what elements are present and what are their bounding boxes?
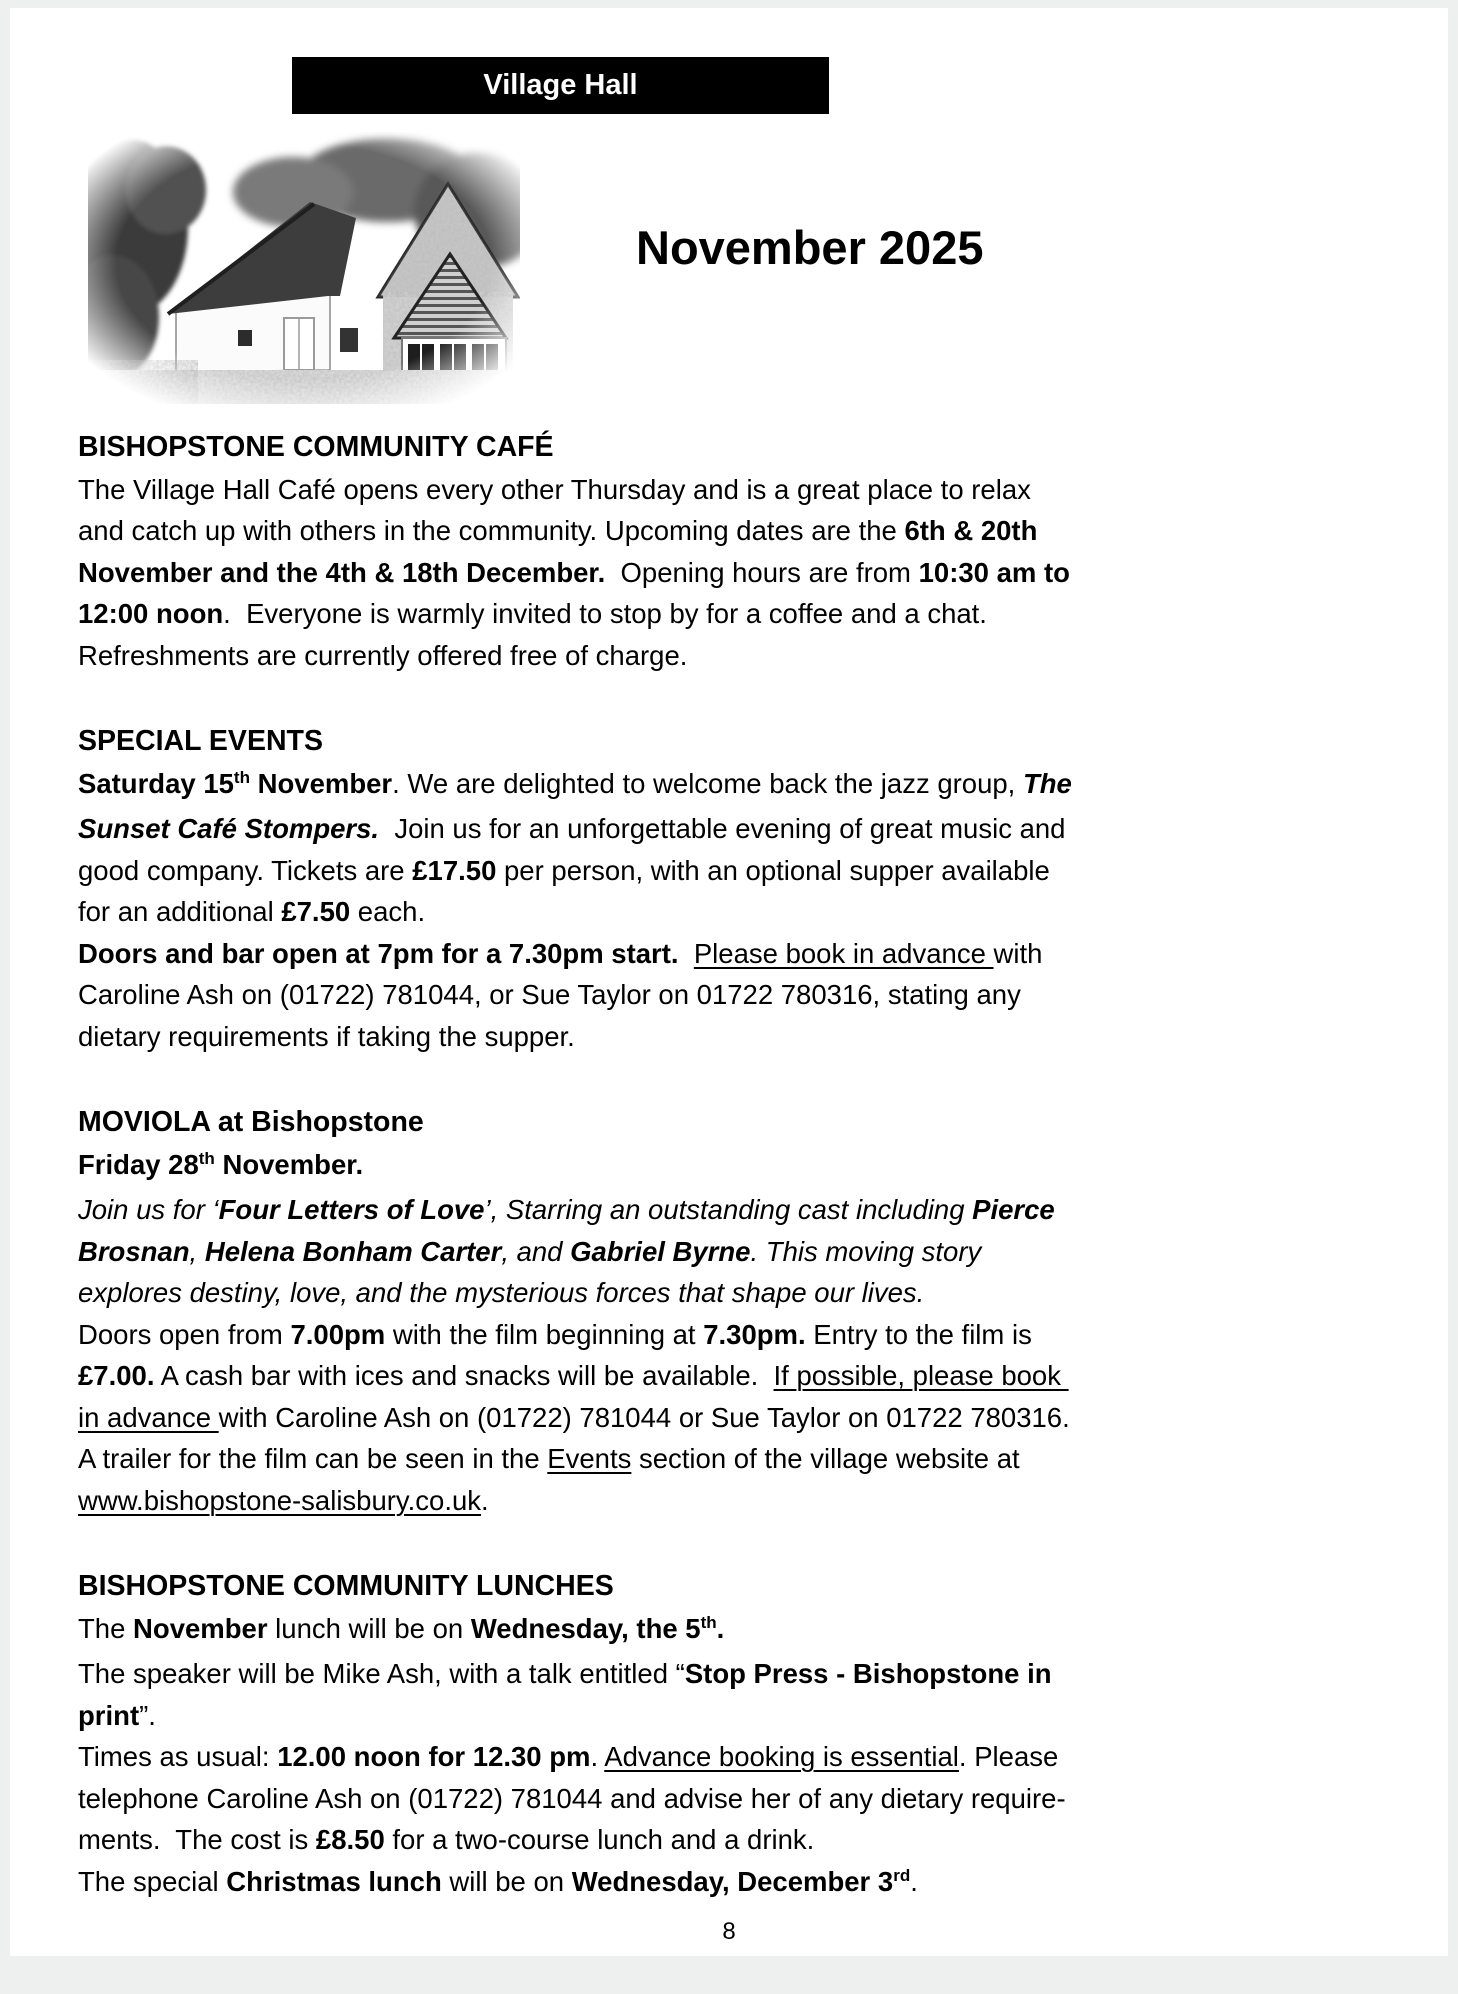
paragraph: [78, 1314, 1092, 1522]
text-run: Join us for ‘: [78, 1194, 219, 1225]
text-run: ”.: [139, 1699, 156, 1731]
paragraph: [78, 933, 1083, 1058]
section-moviola: [78, 1102, 1092, 1521]
text-run: . This moving story explores destiny, love, and the mysterious forces that shape our lives.: [78, 1235, 989, 1308]
text-run: November.: [214, 1148, 364, 1180]
text-run: A cash bar with ices and snacks will be available.: [154, 1360, 774, 1391]
text-run: Helena Bonham Carter: [204, 1235, 502, 1267]
text-run: .: [716, 1612, 725, 1644]
text-run: £8.50: [315, 1824, 385, 1855]
text-run: Wednesday, December 3: [571, 1865, 894, 1897]
text-run: Times as usual:: [78, 1741, 278, 1772]
village-hall-banner: [292, 57, 829, 114]
text-run: with Caroline Ash on (01722) 781044 or Sue Taylor on 01722 780316. A trailer for the film can be seen in the: [78, 1401, 1092, 1474]
paragraph: [78, 1861, 1083, 1907]
section-heading: MOVIOLA at Bishopstone: [78, 1106, 424, 1138]
text-run: Advance booking is essential: [604, 1741, 959, 1772]
text-run: If possible, please book in advance: [78, 1360, 1069, 1433]
section-heading: BISHOPSTONE COMMUNITY LUNCHES: [78, 1570, 614, 1602]
text-run: November: [133, 1612, 268, 1644]
text-run: .: [590, 1741, 605, 1772]
text-run: rd: [893, 1866, 911, 1886]
text-run: .: [910, 1865, 918, 1897]
text-run: . Everyone is warmly invited to stop by for a coffee and a chat. Refreshments are currently offered free of charge.: [78, 598, 995, 671]
text-run: ,: [189, 1235, 205, 1267]
text-run: will be on: [441, 1865, 572, 1897]
text-run: Please book in advance: [693, 937, 994, 969]
text-run: per person, with an optional supper available for an additional: [78, 854, 1058, 927]
text-run: Events: [547, 1443, 632, 1474]
text-run: , Starring an outstanding cast including: [490, 1194, 973, 1225]
page-number: 8: [722, 1918, 736, 1945]
text-run: .: [481, 1484, 489, 1516]
text-run: for a two-course lunch and a drink.: [384, 1824, 815, 1855]
section-special-events: [78, 721, 1083, 1057]
text-run: Join us for an unforgettable evening of great music and good company. Tickets are: [78, 813, 1074, 886]
text-run: Doors and bar open at 7pm for a 7.30pm start.: [78, 937, 679, 969]
text-run: Four Letters of Love: [218, 1194, 485, 1225]
text-run: Entry to the film is: [805, 1318, 1040, 1350]
text-run: lunch will be on: [267, 1612, 471, 1644]
text-run: th: [198, 1149, 215, 1169]
text-run: 12.00 noon for 12.30 pm: [277, 1741, 591, 1772]
section-community-cafe: [78, 427, 1083, 676]
text-run: Gabriel Byrne: [570, 1235, 751, 1267]
text-run: ’: [484, 1194, 491, 1225]
text-run: . Please telephone Caroline Ash on (01722) 781044 and advise her of any dietary requirements. The cost is: [78, 1741, 1066, 1855]
paragraph: [78, 1736, 1083, 1861]
text-run: Friday 28: [78, 1148, 199, 1180]
text-run: Opening hours are from: [605, 556, 919, 588]
text-run: 10:30 am to 12:00 noon: [78, 556, 1078, 629]
text-run: 7.00pm: [290, 1318, 386, 1350]
paragraph: [78, 1189, 1083, 1314]
text-run: with the film beginning at: [385, 1318, 704, 1350]
newsletter-page: [10, 8, 1448, 1956]
banner-label: Village Hall: [483, 69, 638, 101]
issue-title: November 2025: [636, 221, 984, 274]
paragraph: [78, 763, 1083, 933]
text-run: each.: [350, 896, 426, 927]
text-run: th: [700, 1613, 717, 1633]
text-run: 7.30pm.: [703, 1318, 806, 1350]
text-run: The speaker will be Mike Ash, with a talk entitled “: [78, 1658, 685, 1689]
text-run: November: [250, 767, 393, 799]
website-link[interactable]: www.bishopstone-salisbury.co.uk: [78, 1484, 482, 1516]
text-run: Stop Press - Bishopstone in print: [78, 1658, 1060, 1731]
village-hall-photo: [88, 132, 520, 404]
text-run: . We are delighted to welcome back the jazz group,: [392, 767, 1023, 799]
text-run: Christmas lunch: [226, 1865, 442, 1897]
text-run: 6th & 20th November and the 4th & 18th December.: [78, 515, 1046, 588]
hero-row: [88, 132, 1448, 404]
sections: [78, 427, 1092, 1906]
paragraph: [78, 1144, 1083, 1190]
text-run: with Caroline Ash on (01722) 781044, or Sue Taylor on 01722 780316, stating any dietary requirements if taking the supper.: [78, 937, 1051, 1052]
section-heading: BISHOPSTONE COMMUNITY CAFÉ: [78, 431, 554, 463]
text-run: Wednesday, the 5: [470, 1612, 701, 1644]
text-run: £7.00.: [78, 1360, 155, 1391]
text-run: th: [233, 768, 250, 788]
paragraph: [78, 1608, 1083, 1654]
text-run: Pierce Brosnan: [78, 1194, 1063, 1267]
text-run: , and: [501, 1235, 571, 1267]
section-heading: SPECIAL EVENTS: [78, 725, 323, 757]
text-run: The Village Hall Café opens every other Thursday and is a great place to relax and catch up with others in the community. Upcoming dates are the: [78, 473, 1039, 546]
text-run: The: [78, 1612, 134, 1644]
text-run: The Sunset Café Stompers.: [78, 767, 1080, 844]
paragraph: [78, 1653, 1083, 1736]
text-run: £7.50: [281, 896, 351, 927]
text-run: [679, 938, 694, 969]
text-run: Saturday 15: [78, 767, 234, 799]
text-run: section of the village website at: [631, 1443, 1028, 1474]
section-community-lunches: [78, 1566, 1083, 1906]
text-run: £17.50: [412, 854, 497, 886]
text-run: Doors open from: [78, 1318, 291, 1350]
paragraph: [78, 469, 1083, 677]
text-run: The special: [78, 1865, 227, 1897]
